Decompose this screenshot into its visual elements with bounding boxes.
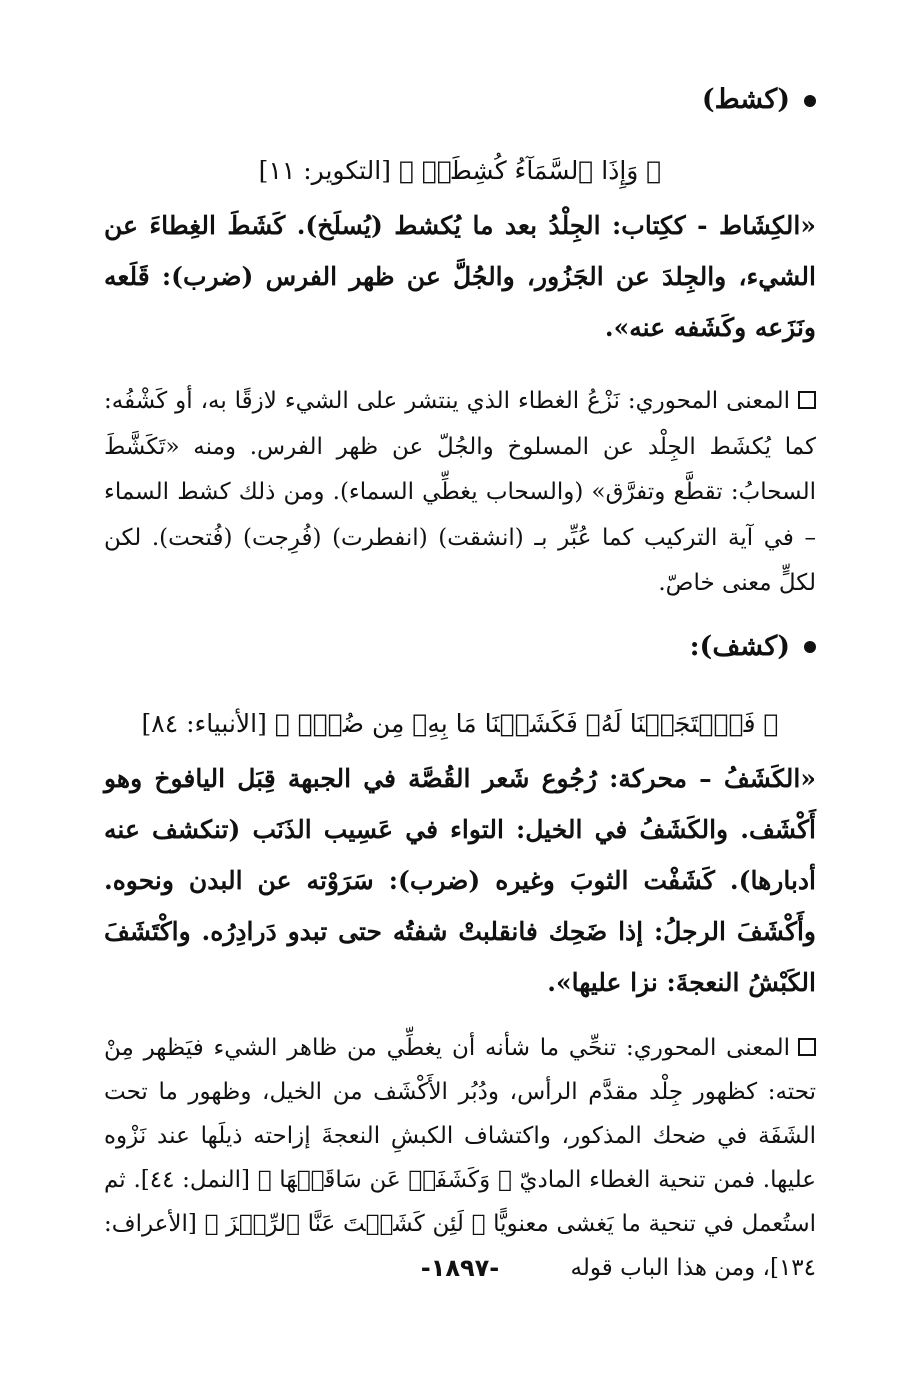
section-heading-kasht [104,70,816,130]
square-marker-icon [798,1038,816,1056]
quran-verse-anbiya: ﴿ فَٱسۡتَجَبۡنَا لَهُۥ فَكَشَفۡنَا مَا بِهِۦ مِن ضُرّٖ ﴾ [الأنبياء: ٨٤] [141,708,779,738]
square-marker-icon [798,391,816,409]
page-number: -١٨٩٧- [420,1254,500,1282]
quran-verse-takwir: ﴿ وَإِذَا ٱلسَّمَآءُ كُشِطَتۡ ﴾ [التكوير: ١١] [258,156,662,185]
page-body [104,70,816,1290]
bullet-icon [804,641,816,653]
meaning-label: المعنى المحوري: [626,1034,791,1061]
bullet-icon [804,95,816,107]
core-meaning-kashf [104,1026,816,1290]
heading-text: (كشف): [689,630,790,662]
meaning-text: تنحِّي ما شأنه أن يغطِّي من ظاهر الشيء فيَظهر مِنْ تحته: كظهور جِلْد مقدَّم الرأس، ودُبُر الأَكْشَف من الخيل، وظهور ما تحت الشَفَة في ضحك المذكور، واكتشاف الكبشِ النعجةَ إزاحته ذيلَها عند نَزْوه عليها. فمن تنحية الغطاء الماديّ ﴿ وَكَشَفَتۡ عَن سَاقَيۡهَا ﴾ [النمل: ٤٤]. ثم استُعمل في تنحية ما يَغشى معنويًّا ﴿ لَئِن كَشَفۡتَ عَنَّا ٱلرِّجۡزَ ﴾ [الأعراف: ١٣٤]، ومن هذا الباب قوله [104,1034,816,1281]
core-meaning-kasht [104,379,816,607]
meaning-text: نَزْعُ الغطاء الذي ينتشر على الشيء لازقًا به، أو كَشْفُه: كما يُكشَط الجِلْد عن المسلوخ والجُلّ عن ظهر الفرس. ومنه «تَكَشَّطَ السحابُ: تقطَّع وتفرَّق» (والسحاب يغطِّي السماء). ومن ذلك كشط السماء – في آية التركيب كما عُبِّر بـ (انشقت) (انفطرت) (فُرِجت) (فُتحت). لكن لكلٍّ معنى خاصّ. [104,388,816,596]
section-heading-kashf [104,617,816,677]
meaning-label: المعنى المحوري: [627,388,791,414]
lexicon-quote-kashf: «الكَشَفُ – محركة: رُجُوع شَعر القُصَّة في الجبهة قِبَل اليافوخ وهو أَكْشَف. والكَشَفُ في الخيل: التواء في عَسِيب الذَنَب (تنكشف عنه أدبارها). كَشَفْت الثوبَ وغيره (ضرب): سَرَوْته عن البدن ونحوه. وأَكْشَفَ الرجلُ: إذا ضَحِك فانقلبتْ شفتُه حتى تبدو دَرادِرُه. واكْتَشَفَ الكَبْشُ النعجةَ: نزا عليها». [104,763,816,997]
lexicon-quote-kasht: «الكِشَاط - ككِتاب: الجِلْدُ بعد ما يُكشط (يُسلَخ). كَشَطَ الغِطاءَ عن الشيء، والجِلدَ عن الجَزُور، والجُلَّ عن ظهر الفرس (ضرب): قَلَعه ونَزَعه وكَشَفه عنه». [104,211,816,342]
heading-text: (كشط) [701,84,790,115]
